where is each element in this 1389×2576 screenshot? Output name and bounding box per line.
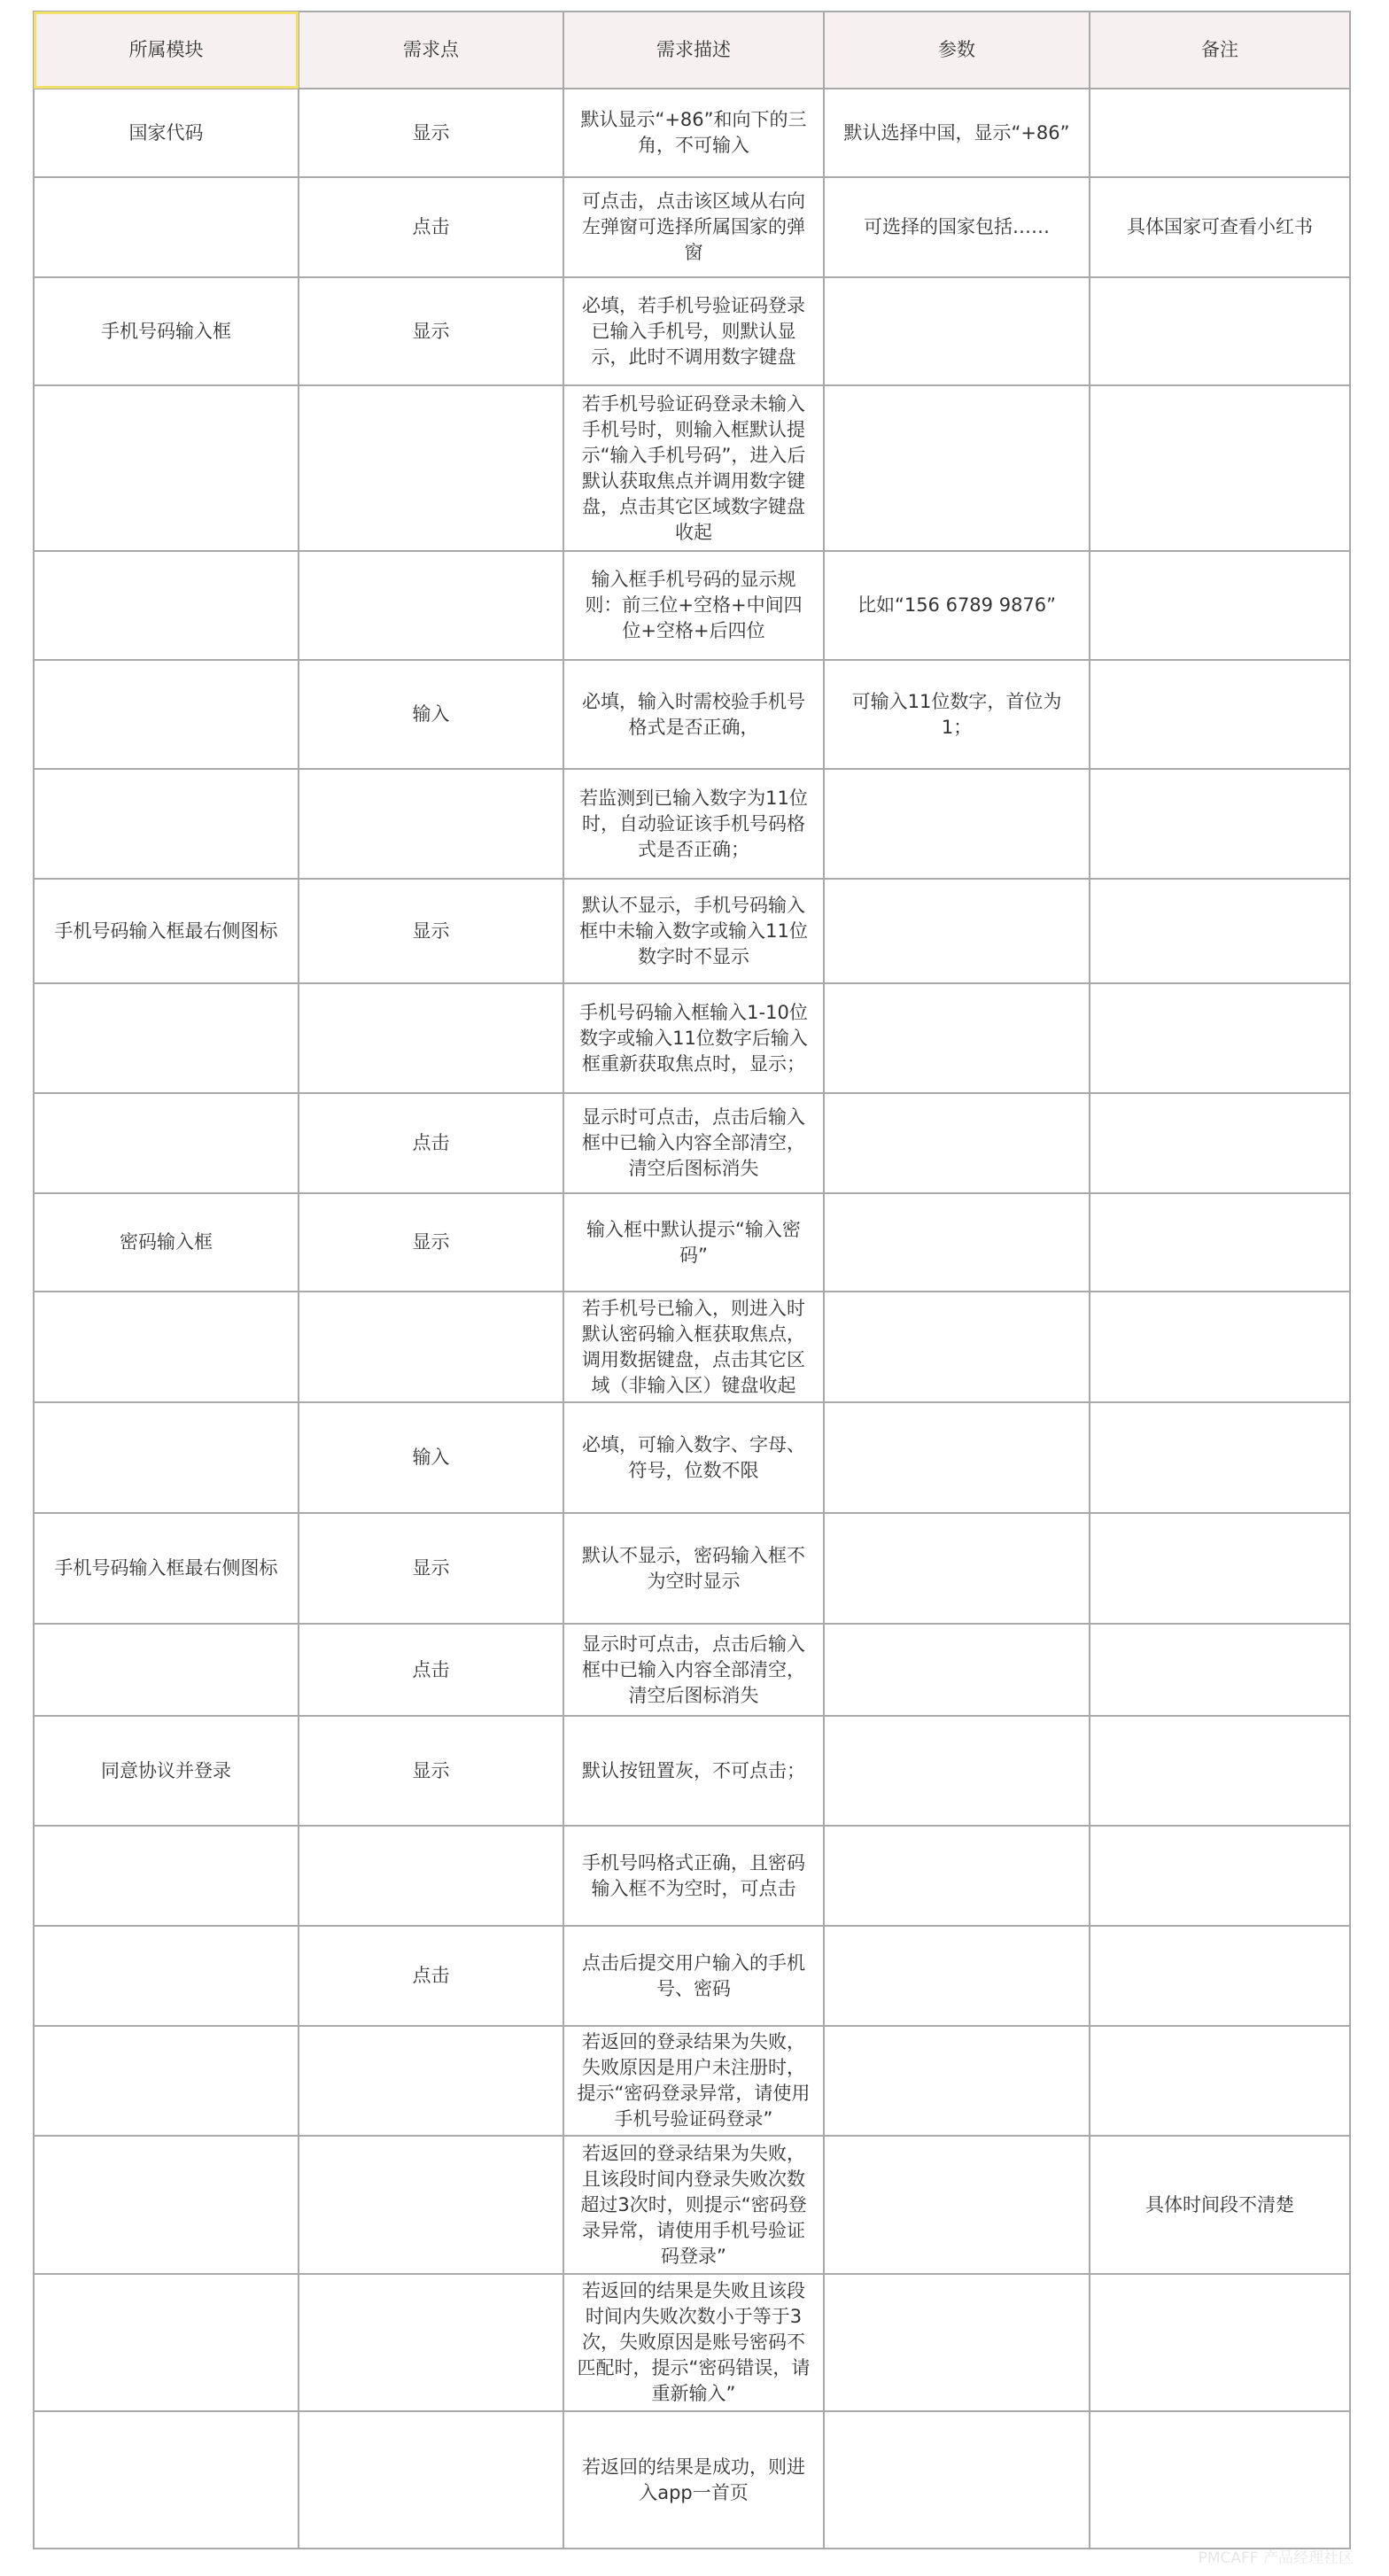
cell-parameter[interactable]: 可选择的国家包括…… [824, 177, 1090, 277]
cell-note[interactable] [1090, 1624, 1350, 1716]
cell-module[interactable] [34, 551, 299, 660]
table-body [34, 89, 1350, 2549]
table-row [34, 1926, 1350, 2026]
cell-note[interactable] [1090, 1402, 1350, 1513]
cell-module[interactable]: 手机号码输入框最右侧图标 [34, 879, 299, 983]
cell-description[interactable]: 若手机号验证码登录未输入手机号时，则输入框默认提示“输入手机号码”，进入后默认获取焦点并调用数字键盘，点击其它区域数字键盘收起 [563, 385, 824, 551]
cell-description[interactable]: 可点击，点击该区域从右向左弹窗可选择所属国家的弹窗 [563, 177, 824, 277]
cell-parameter[interactable] [824, 879, 1090, 983]
table-row [34, 2274, 1350, 2411]
cell-note[interactable] [1090, 551, 1350, 660]
cell-point[interactable] [299, 2274, 563, 2411]
header-point[interactable]: 需求点 [299, 12, 563, 89]
cell-note[interactable] [1090, 1513, 1350, 1624]
cell-description[interactable]: 若监测到已输入数字为11位时，自动验证该手机号码格式是否正确； [563, 769, 824, 879]
cell-description[interactable]: 手机号码输入框输入1-10位数字或输入11位数字后输入框重新获取焦点时，显示； [563, 983, 824, 1093]
cell-note[interactable] [1090, 277, 1350, 385]
table-row [34, 1716, 1350, 1826]
cell-parameter[interactable] [824, 1926, 1090, 2026]
cell-parameter[interactable] [824, 1624, 1090, 1716]
cell-module[interactable] [34, 2026, 299, 2136]
cell-parameter[interactable] [824, 983, 1090, 1093]
cell-note[interactable] [1090, 983, 1350, 1093]
cell-module[interactable] [34, 2411, 299, 2549]
table-row [34, 983, 1350, 1093]
cell-note[interactable] [1090, 2411, 1350, 2549]
cell-module[interactable] [34, 983, 299, 1093]
cell-parameter[interactable] [824, 1093, 1090, 1193]
cell-note[interactable] [1090, 1826, 1350, 1926]
cell-note[interactable]: 具体国家可查看小红书 [1090, 177, 1350, 277]
cell-point[interactable]: 显示 [299, 89, 563, 177]
cell-parameter[interactable] [824, 769, 1090, 879]
cell-point[interactable]: 显示 [299, 1716, 563, 1826]
table-row [34, 2026, 1350, 2136]
cell-module[interactable] [34, 1624, 299, 1716]
table-row [34, 89, 1350, 177]
table-row [34, 2411, 1350, 2549]
cell-point[interactable] [299, 983, 563, 1093]
cell-description[interactable]: 默认不显示，密码输入框不为空时显示 [563, 1513, 824, 1624]
cell-description[interactable]: 若返回的登录结果为失败，且该段时间内登录失败次数超过3次时，则提示“密码登录异常，请使用手机号验证码登录” [563, 2136, 824, 2274]
cell-description[interactable]: 手机号吗格式正确，且密码输入框不为空时，可点击 [563, 1826, 824, 1926]
cell-description[interactable]: 必填，输入时需校验手机号格式是否正确， [563, 660, 824, 769]
table-row [34, 551, 1350, 660]
cell-point[interactable] [299, 2411, 563, 2549]
cell-parameter[interactable] [824, 1716, 1090, 1826]
cell-parameter[interactable] [824, 1513, 1090, 1624]
table-header-row [34, 12, 1350, 89]
cell-module[interactable] [34, 1926, 299, 2026]
cell-note[interactable] [1090, 1292, 1350, 1402]
cell-module[interactable] [34, 2274, 299, 2411]
table-row [34, 1093, 1350, 1193]
cell-module[interactable] [34, 660, 299, 769]
cell-description[interactable]: 默认按钮置灰，不可点击； [563, 1716, 824, 1826]
cell-point[interactable]: 点击 [299, 177, 563, 277]
cell-module[interactable] [34, 385, 299, 551]
cell-point[interactable] [299, 385, 563, 551]
cell-note[interactable] [1090, 2026, 1350, 2136]
cell-module[interactable]: 同意协议并登录 [34, 1716, 299, 1826]
table-row [34, 1193, 1350, 1292]
cell-point[interactable]: 点击 [299, 1093, 563, 1193]
cell-note[interactable] [1090, 1926, 1350, 2026]
cell-note[interactable] [1090, 385, 1350, 551]
table-row [34, 277, 1350, 385]
cell-point[interactable]: 点击 [299, 1926, 563, 2026]
cell-description[interactable]: 若手机号已输入，则进入时默认密码输入框获取焦点，调用数据键盘，点击其它区域（非输入区）键盘收起 [563, 1292, 824, 1402]
cell-description[interactable]: 若返回的结果是失败且该段时间内失败次数小于等于3次，失败原因是账号密码不匹配时，提示“密码错误，请重新输入” [563, 2274, 824, 2411]
cell-description[interactable]: 输入框手机号码的显示规则：前三位+空格+中间四位+空格+后四位 [563, 551, 824, 660]
watermark: PMCAFF 产品经理社区 [1198, 2549, 1354, 2567]
cell-parameter[interactable]: 可输入11位数字，首位为1； [824, 660, 1090, 769]
cell-description[interactable]: 若返回的登录结果为失败，失败原因是用户未注册时，提示“密码登录异常，请使用手机号验证码登录” [563, 2026, 824, 2136]
cell-note[interactable] [1090, 769, 1350, 879]
table-row [34, 1513, 1350, 1624]
cell-module[interactable] [34, 1292, 299, 1402]
cell-parameter[interactable] [824, 385, 1090, 551]
cell-module[interactable] [34, 2136, 299, 2274]
cell-note[interactable] [1090, 1093, 1350, 1193]
cell-note[interactable]: 具体时间段不清楚 [1090, 2136, 1350, 2274]
cell-parameter[interactable] [824, 277, 1090, 385]
cell-point[interactable]: 点击 [299, 1624, 563, 1716]
cell-note[interactable] [1090, 89, 1350, 177]
cell-module[interactable] [34, 769, 299, 879]
cell-parameter[interactable]: 默认选择中国，显示“+86” [824, 89, 1090, 177]
cell-description[interactable]: 默认显示“+86”和向下的三角，不可输入 [563, 89, 824, 177]
cell-point[interactable] [299, 551, 563, 660]
cell-module[interactable]: 手机号码输入框最右侧图标 [34, 1513, 299, 1624]
table-row [34, 660, 1350, 769]
cell-description[interactable]: 必填，可输入数字、字母、符号，位数不限 [563, 1402, 824, 1513]
cell-point[interactable]: 显示 [299, 879, 563, 983]
cell-parameter[interactable] [824, 2411, 1090, 2549]
table-row [34, 385, 1350, 551]
cell-note[interactable] [1090, 2274, 1350, 2411]
cell-point[interactable]: 显示 [299, 277, 563, 385]
cell-module[interactable] [34, 177, 299, 277]
cell-note[interactable] [1090, 1716, 1350, 1826]
cell-point[interactable]: 显示 [299, 1193, 563, 1292]
table-row [34, 1292, 1350, 1402]
cell-module[interactable]: 手机号码输入框 [34, 277, 299, 385]
requirements-table-container [33, 11, 1349, 2549]
header-module[interactable]: 所属模块 [34, 12, 299, 89]
header-note[interactable]: 备注 [1090, 12, 1350, 89]
cell-module[interactable] [34, 1402, 299, 1513]
cell-description[interactable]: 必填，若手机号验证码登录已输入手机号，则默认显示，此时不调用数字键盘 [563, 277, 824, 385]
cell-point[interactable] [299, 2136, 563, 2274]
requirements-table [33, 11, 1351, 2549]
cell-description[interactable]: 显示时可点击，点击后输入框中已输入内容全部清空，清空后图标消失 [563, 1093, 824, 1193]
cell-module[interactable] [34, 1826, 299, 1926]
table-row [34, 769, 1350, 879]
cell-note[interactable] [1090, 879, 1350, 983]
cell-point[interactable] [299, 769, 563, 879]
table-row [34, 1826, 1350, 1926]
cell-module[interactable]: 国家代码 [34, 89, 299, 177]
cell-parameter[interactable] [824, 2136, 1090, 2274]
cell-point[interactable] [299, 1826, 563, 1926]
table-row [34, 1624, 1350, 1716]
cell-point[interactable]: 显示 [299, 1513, 563, 1624]
cell-module[interactable] [34, 1093, 299, 1193]
header-description[interactable]: 需求描述 [563, 12, 824, 89]
cell-parameter[interactable] [824, 1193, 1090, 1292]
cell-description[interactable]: 输入框中默认提示“输入密码” [563, 1193, 824, 1292]
cell-module[interactable]: 密码输入框 [34, 1193, 299, 1292]
table-row [34, 879, 1350, 983]
cell-note[interactable] [1090, 1193, 1350, 1292]
cell-parameter[interactable]: 比如“156 6789 9876” [824, 551, 1090, 660]
cell-description[interactable]: 显示时可点击，点击后输入框中已输入内容全部清空，清空后图标消失 [563, 1624, 824, 1716]
cell-point[interactable] [299, 2026, 563, 2136]
cell-parameter[interactable] [824, 1826, 1090, 1926]
cell-description[interactable]: 默认不显示，手机号码输入框中未输入数字或输入11位数字时不显示 [563, 879, 824, 983]
table-row [34, 177, 1350, 277]
header-parameter[interactable]: 参数 [824, 12, 1090, 89]
table-row [34, 1402, 1350, 1513]
cell-parameter[interactable] [824, 2026, 1090, 2136]
cell-point[interactable]: 输入 [299, 660, 563, 769]
cell-parameter[interactable] [824, 1402, 1090, 1513]
cell-point[interactable] [299, 1292, 563, 1402]
cell-description[interactable]: 若返回的结果是成功，则进入app一首页 [563, 2411, 824, 2549]
cell-description[interactable]: 点击后提交用户输入的手机号、密码 [563, 1926, 824, 2026]
table-row [34, 2136, 1350, 2274]
cell-parameter[interactable] [824, 2274, 1090, 2411]
cell-point[interactable]: 输入 [299, 1402, 563, 1513]
cell-parameter[interactable] [824, 1292, 1090, 1402]
cell-note[interactable] [1090, 660, 1350, 769]
